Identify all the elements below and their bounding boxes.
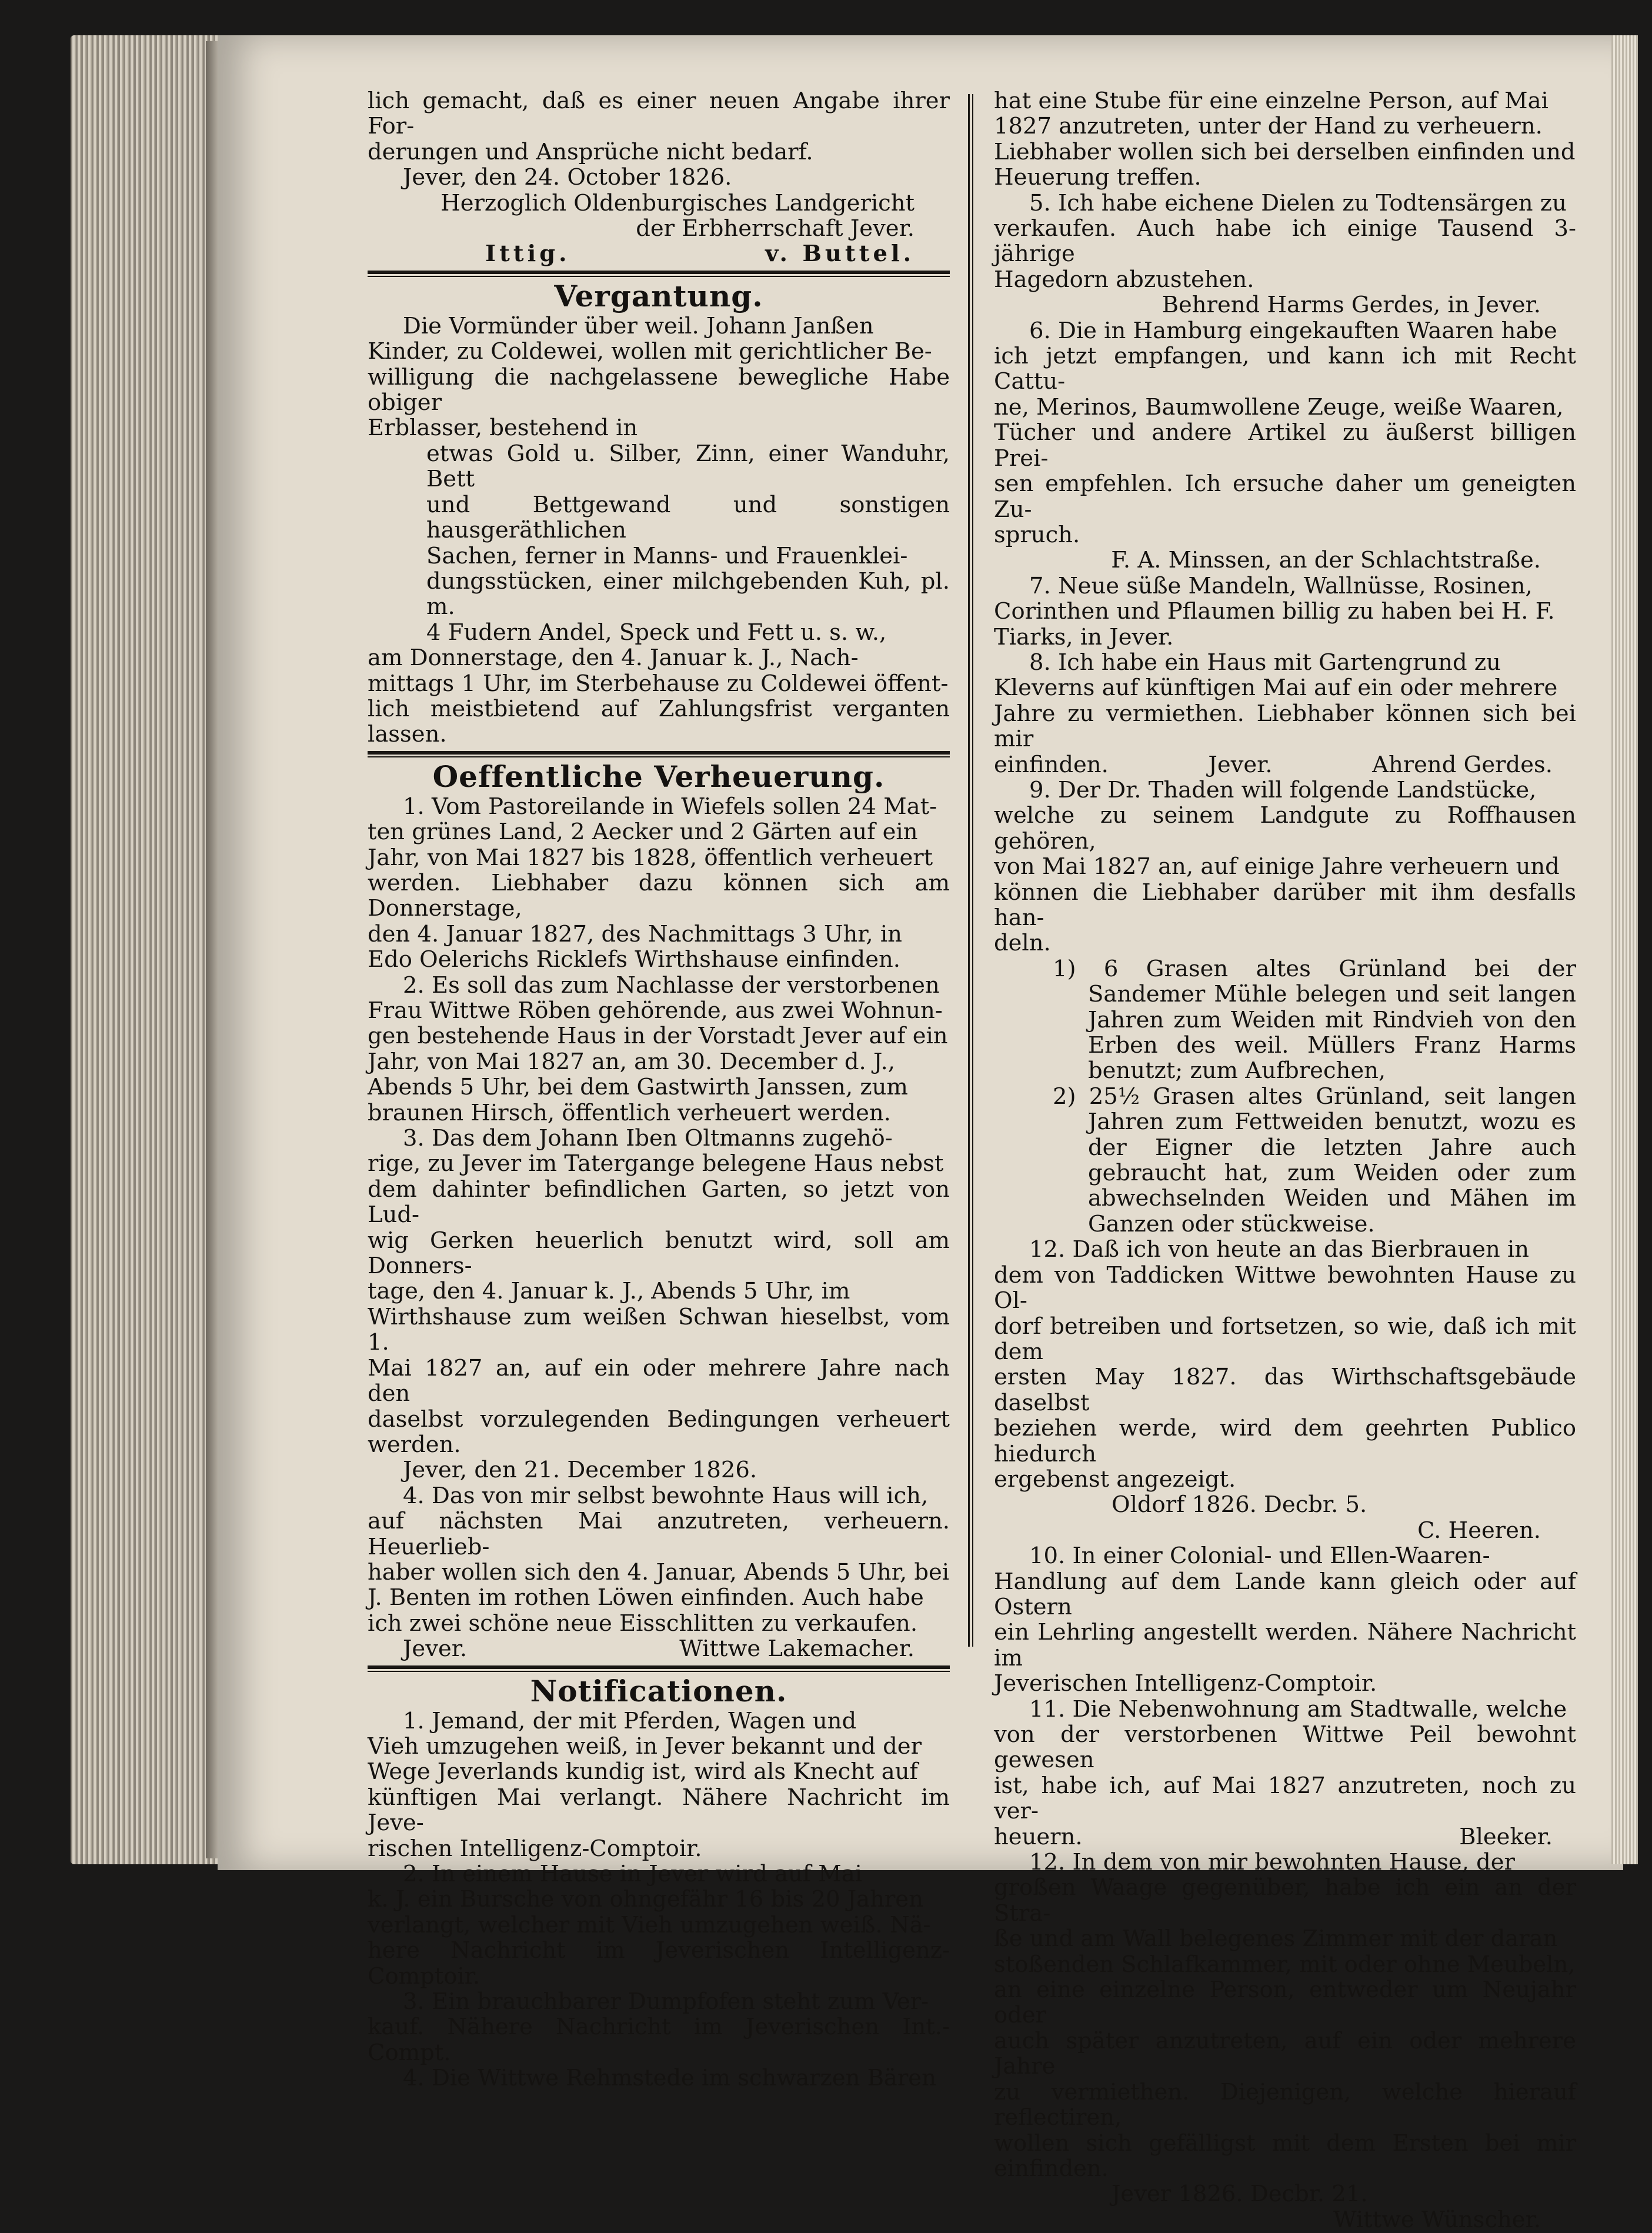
text-line: heuern.: [994, 1823, 1083, 1850]
text-line: Jeverischen Intelligenz-Comptoir.: [994, 1670, 1377, 1697]
text-line: Wirthshause zum weißen Schwan hieselbst, vom 1.: [368, 1303, 950, 1356]
text-line: von Mai 1827 an, auf einige Jahre verheuern und: [994, 853, 1560, 880]
text-line: auf nächsten Mai anzutreten, verheuern. Heuerlieb-: [368, 1508, 950, 1560]
text-line: ist, habe ich, auf Mai 1827 anzutreten, noch zu ver-: [994, 1772, 1576, 1825]
text-line: tage, den 4. Januar k. J., Abends 5 Uhr, im: [368, 1278, 850, 1305]
text-line: haber wollen sich den 4. Januar, Abends 5 Uhr, bei: [368, 1558, 950, 1586]
text-line: J. Benten im rothen Löwen einfinden. Auch habe: [368, 1584, 924, 1611]
text-line: Sachen, ferner in Manns- und Frauenklei-: [426, 542, 908, 569]
text-line: kauf. Nähere Nachricht im Jeverischen Int.-Compt.: [368, 2014, 950, 2066]
text-line: 7. Neue süße Mandeln, Wallnüsse, Rosinen,: [1029, 572, 1533, 599]
text-line: Tücher und andere Artikel zu äußerst billigen Prei-: [994, 419, 1576, 472]
text-line: 4 Fudern Andel, Speck und Fett u. s. w.,: [426, 619, 887, 646]
date-line: Oldorf 1826. Decbr. 5.: [1112, 1491, 1367, 1518]
text-line: künftigen Mai verlangt. Nähere Nachricht im Jeve-: [368, 1784, 950, 1837]
right-column: [994, 88, 1611, 2232]
text-line: verlangt, welcher mit Vieh umzugehen weiß. Nä-: [368, 1911, 931, 1938]
column-divider-inner: [972, 94, 973, 1647]
text-line: Edo Oelerichs Ricklefs Wirthshause einfinden.: [368, 946, 901, 973]
text-line: zu vermiethen. Diejenigen, welche hierauf reflectiren,: [994, 2078, 1576, 2131]
text-line: Corinthen und Pflaumen billig zu haben bei H. F.: [994, 598, 1555, 625]
text-line: deln.: [994, 930, 1051, 957]
text-line: ersten May 1827. das Wirthschaftsgebäude daselbst: [994, 1364, 1576, 1416]
signature-right: v. Buttel.: [765, 241, 915, 268]
text-line: den 4. Januar 1827, des Nachmittags 3 Uhr, in: [368, 920, 902, 947]
text-line: ich zwei schöne neue Eisschlitten zu verkaufen.: [368, 1610, 918, 1637]
text-line: Hagedorn abzustehen.: [994, 266, 1254, 293]
text-line: rischen Intelligenz-Comptoir.: [368, 1835, 702, 1862]
text-line: Wege Jeverlands kundig ist, wird als Knecht auf: [368, 1758, 918, 1785]
text-line: Erblasser, bestehend in: [368, 415, 638, 442]
text-line: ten grünes Land, 2 Aecker und 2 Gärten auf ein: [368, 819, 918, 846]
text-line: k. J. ein Bursche von ohngefähr 16 bis 20 Jahren: [368, 1886, 923, 1913]
text-line: Mai 1827 an, auf ein oder mehrere Jahre nach den: [368, 1354, 950, 1407]
date-line: Jever 1826. Decbr. 21.: [1112, 2181, 1368, 2208]
text-line: 12. In dem von mir bewohnten Hause, der: [1029, 1849, 1515, 1876]
text-line: dorf betreiben und fortsetzen, so wie, daß ich mit dem: [994, 1313, 1576, 1365]
book-page-edges: [71, 35, 218, 1864]
text-line: 2. In einem Hause in Jever wird auf Mai: [403, 1861, 862, 1887]
text-line: 12. Daß ich von heute an das Bierbrauen in: [1029, 1236, 1530, 1263]
signature-right: Wittwe Lakemacher.: [679, 1635, 915, 1663]
court-name: der Erbherrschaft Jever.: [636, 215, 915, 242]
text-line: Liebhaber wollen sich bei derselben einfinden und: [994, 138, 1576, 165]
text-line: stoßenden Schlafkammer, mit oder ohne Meubeln,: [994, 1951, 1576, 1978]
text-line: 5. Ich habe eichene Dielen zu Todtensärgen zu: [1029, 189, 1567, 216]
text-line: Abends 5 Uhr, bei dem Gastwirth Janssen, zum: [368, 1074, 908, 1101]
text-line: rige, zu Jever im Tatergange belegene Haus nebst: [368, 1150, 944, 1177]
text-line: mittags 1 Uhr, im Sterbehause zu Coldewei öffent-: [368, 670, 949, 697]
text-line: ne, Merinos, Baumwollene Zeuge, weiße Waaren,: [994, 393, 1564, 420]
text-line: 8. Ich habe ein Haus mit Gartengrund zu: [1029, 649, 1501, 676]
text-line: wollen sich gefälligst mit dem Ersten bei mir einfinden.: [994, 2129, 1576, 2182]
text-line: dem von Taddicken Wittwe bewohnten Hause zu Ol-: [994, 1261, 1576, 1314]
section-rule: [368, 271, 950, 277]
signature: Wittwe Wünscher.: [1333, 2206, 1541, 2233]
text-line: 10. In einer Colonial- und Ellen-Waaren-: [1029, 1543, 1490, 1570]
text-line: und Bettgewand und sonstigen hausgeräthlichen: [426, 491, 950, 544]
text-line: Kleverns auf künftigen Mai auf ein oder mehrere: [994, 675, 1558, 702]
text-line: lich gemacht, daß es einer neuen Angabe ihrer For-: [368, 88, 950, 140]
text-line: here Nachricht im Jeverischen Intelligenz-Comptoir.: [368, 1937, 950, 1990]
text-line: lich meistbietend auf Zahlungsfrist verganten lassen.: [368, 695, 950, 748]
text-line: 6. Die in Hamburg eingekauften Waaren habe: [1029, 317, 1557, 344]
text-line: an eine einzelne Person, entweder um Neujahr oder: [994, 1977, 1576, 2029]
text-line: Jever, den 21. December 1826.: [403, 1457, 757, 1484]
text-line: etwas Gold u. Silber, Zinn, einer Wanduhr, Bett: [426, 440, 950, 493]
text-line: Frau Wittwe Röben gehörende, aus zwei Wohnun-: [368, 997, 943, 1024]
text-line: am Donnerstage, den 4. Januar k. J., Nach-: [368, 645, 859, 672]
text-line: ergebenst angezeigt.: [994, 1466, 1236, 1493]
signature: Behrend Harms Gerdes, in Jever.: [1162, 292, 1541, 319]
text-line: 1827 anzutreten, unter der Hand zu verheuern.: [994, 113, 1543, 140]
book-right-edge: [1611, 35, 1638, 1864]
text-line: Kinder, zu Coldewei, wollen mit gerichtlicher Be-: [368, 338, 932, 365]
signature-left: Jever.: [403, 1635, 468, 1663]
court-name: Herzoglich Oldenburgisches Landgericht: [440, 189, 915, 216]
text-line: gen bestehende Haus in der Vorstadt Jever auf ein: [368, 1023, 948, 1050]
text-line: Heuerung treffen.: [994, 164, 1202, 191]
text-line: Die Vormünder über weil. Johann Janßen: [403, 312, 874, 339]
text-line: dem dahinter befindlichen Garten, so jetzt von Lud-: [368, 1176, 950, 1229]
section-heading-verheuerung: Oeffentliche Verheuerung.: [432, 759, 885, 794]
text-line: spruch.: [994, 521, 1080, 548]
text-line: sen empfehlen. Ich ersuche daher um geneigten Zu-: [994, 470, 1576, 523]
text-line: einfinden.: [994, 751, 1109, 778]
text-line: 11. Die Nebenwohnung am Stadtwalle, welche: [1029, 1695, 1567, 1723]
text-line: braunen Hirsch, öffentlich verheuert werden.: [368, 1099, 891, 1126]
text-line: 1. Jemand, der mit Pferden, Wagen und: [403, 1707, 857, 1734]
list-item: 1) 6 Grasen altes Grünland bei der Sandemer Mühle belegen und seit langen Jahren zum Weiden mit Rindvieh von den Erben des weil. Müllers Franz Harms benutzt; zum Aufbrechen,: [1053, 955, 1576, 1084]
text-line: wig Gerken heuerlich benutzt wird, soll am Donners-: [368, 1227, 950, 1280]
text-line: Vieh umzugehen weiß, in Jever bekannt und der: [368, 1733, 922, 1760]
text-line: daselbst vorzulegenden Bedingungen verheuert werden.: [368, 1406, 950, 1458]
text-line: 9. Der Dr. Thaden will folgende Landstücke,: [1029, 776, 1537, 803]
text-line: ße und am Wall belegenes Zimmer mit der daran: [994, 1925, 1558, 1952]
text-line: 3. Ein brauchbarer Dumpfofen steht zum Ver-: [403, 1988, 929, 2015]
signature-left: Ittig.: [485, 241, 570, 268]
signature: Bleeker.: [1459, 1823, 1553, 1850]
text-line: werden. Liebhaber dazu können sich am Donnerstage,: [368, 869, 950, 922]
text-line: welche zu seinem Landgute zu Roffhausen gehören,: [994, 802, 1576, 855]
section-rule: [368, 1665, 950, 1672]
left-column: [368, 88, 950, 2091]
text-line: derungen und Ansprüche nicht bedarf.: [368, 138, 813, 165]
text-line: beziehen werde, wird dem geehrten Publico hiedurch: [994, 1415, 1576, 1467]
date-line: Jever, den 24. October 1826.: [403, 164, 732, 191]
text-line: großen Waage gegenüber, habe ich ein an der Stra-: [994, 1874, 1576, 1927]
section-heading-notificationen: Notificationen.: [530, 1673, 787, 1708]
text-line: auch später anzutreten, auf ein oder mehrere Jahre: [994, 2027, 1576, 2080]
text-line: ich jetzt empfangen, und kann ich mit Recht Cattu-: [994, 343, 1576, 395]
text-line: von der verstorbenen Wittwe Peil bewohnt gewesen: [994, 1721, 1576, 1774]
signature: Ahrend Gerdes.: [1372, 751, 1553, 778]
text-line: willigung die nachgelassene bewegliche Habe obiger: [368, 363, 950, 416]
signature: C. Heeren.: [1417, 1517, 1541, 1544]
text-line: Handlung auf dem Lande kann gleich oder auf Ostern: [994, 1568, 1576, 1620]
list-item: 2) 25½ Grasen altes Grünland, seit langen Jahren zum Fettweiden benutzt, wozu es der Eigner die letzten Jahre auch gebraucht hat, zum Weiden oder zum abwechselnden Weiden und Mähen im Ganzen oder stückweise.: [1053, 1083, 1576, 1237]
section-heading-vergantung: Vergantung.: [554, 278, 763, 313]
section-rule: [368, 751, 950, 757]
text-line: können die Liebhaber darüber mit ihm desfalls han-: [994, 879, 1576, 931]
text-line: Jahre zu vermiethen. Liebhaber können sich bei mir: [994, 700, 1576, 753]
text-line: verkaufen. Auch habe ich einige Tausend 3-jährige: [994, 215, 1576, 268]
text-line: 1. Vom Pastoreilande in Wiefels sollen 24 Mat-: [403, 793, 937, 820]
place: Jever.: [1208, 751, 1273, 778]
text-line: 2. Es soll das zum Nachlasse der verstorbenen: [403, 972, 940, 999]
text-line: hat eine Stube für eine einzelne Person, auf Mai: [994, 88, 1548, 114]
column-divider: [968, 94, 970, 1647]
text-line: 4. Die Wittwe Rehmstede im schwarzen Bären: [403, 2065, 936, 2092]
text-line: 4. Das von mir selbst bewohnte Haus will ich,: [403, 1482, 929, 1509]
text-line: ein Lehrling angestellt werden. Nähere Nachricht im: [994, 1619, 1576, 1671]
text-line: Tiarks, in Jever.: [994, 623, 1174, 650]
signature: F. A. Minssen, an der Schlachtstraße.: [1111, 547, 1541, 574]
text-line: Jahr, von Mai 1827 bis 1828, öffentlich verheuert: [368, 844, 933, 871]
text-line: dungsstücken, einer milchgebenden Kuh, pl. m.: [426, 568, 950, 620]
text-line: Jahr, von Mai 1827 an, am 30. December d. J.,: [368, 1048, 895, 1075]
text-line: 3. Das dem Johann Iben Oltmanns zugehö-: [403, 1125, 893, 1152]
